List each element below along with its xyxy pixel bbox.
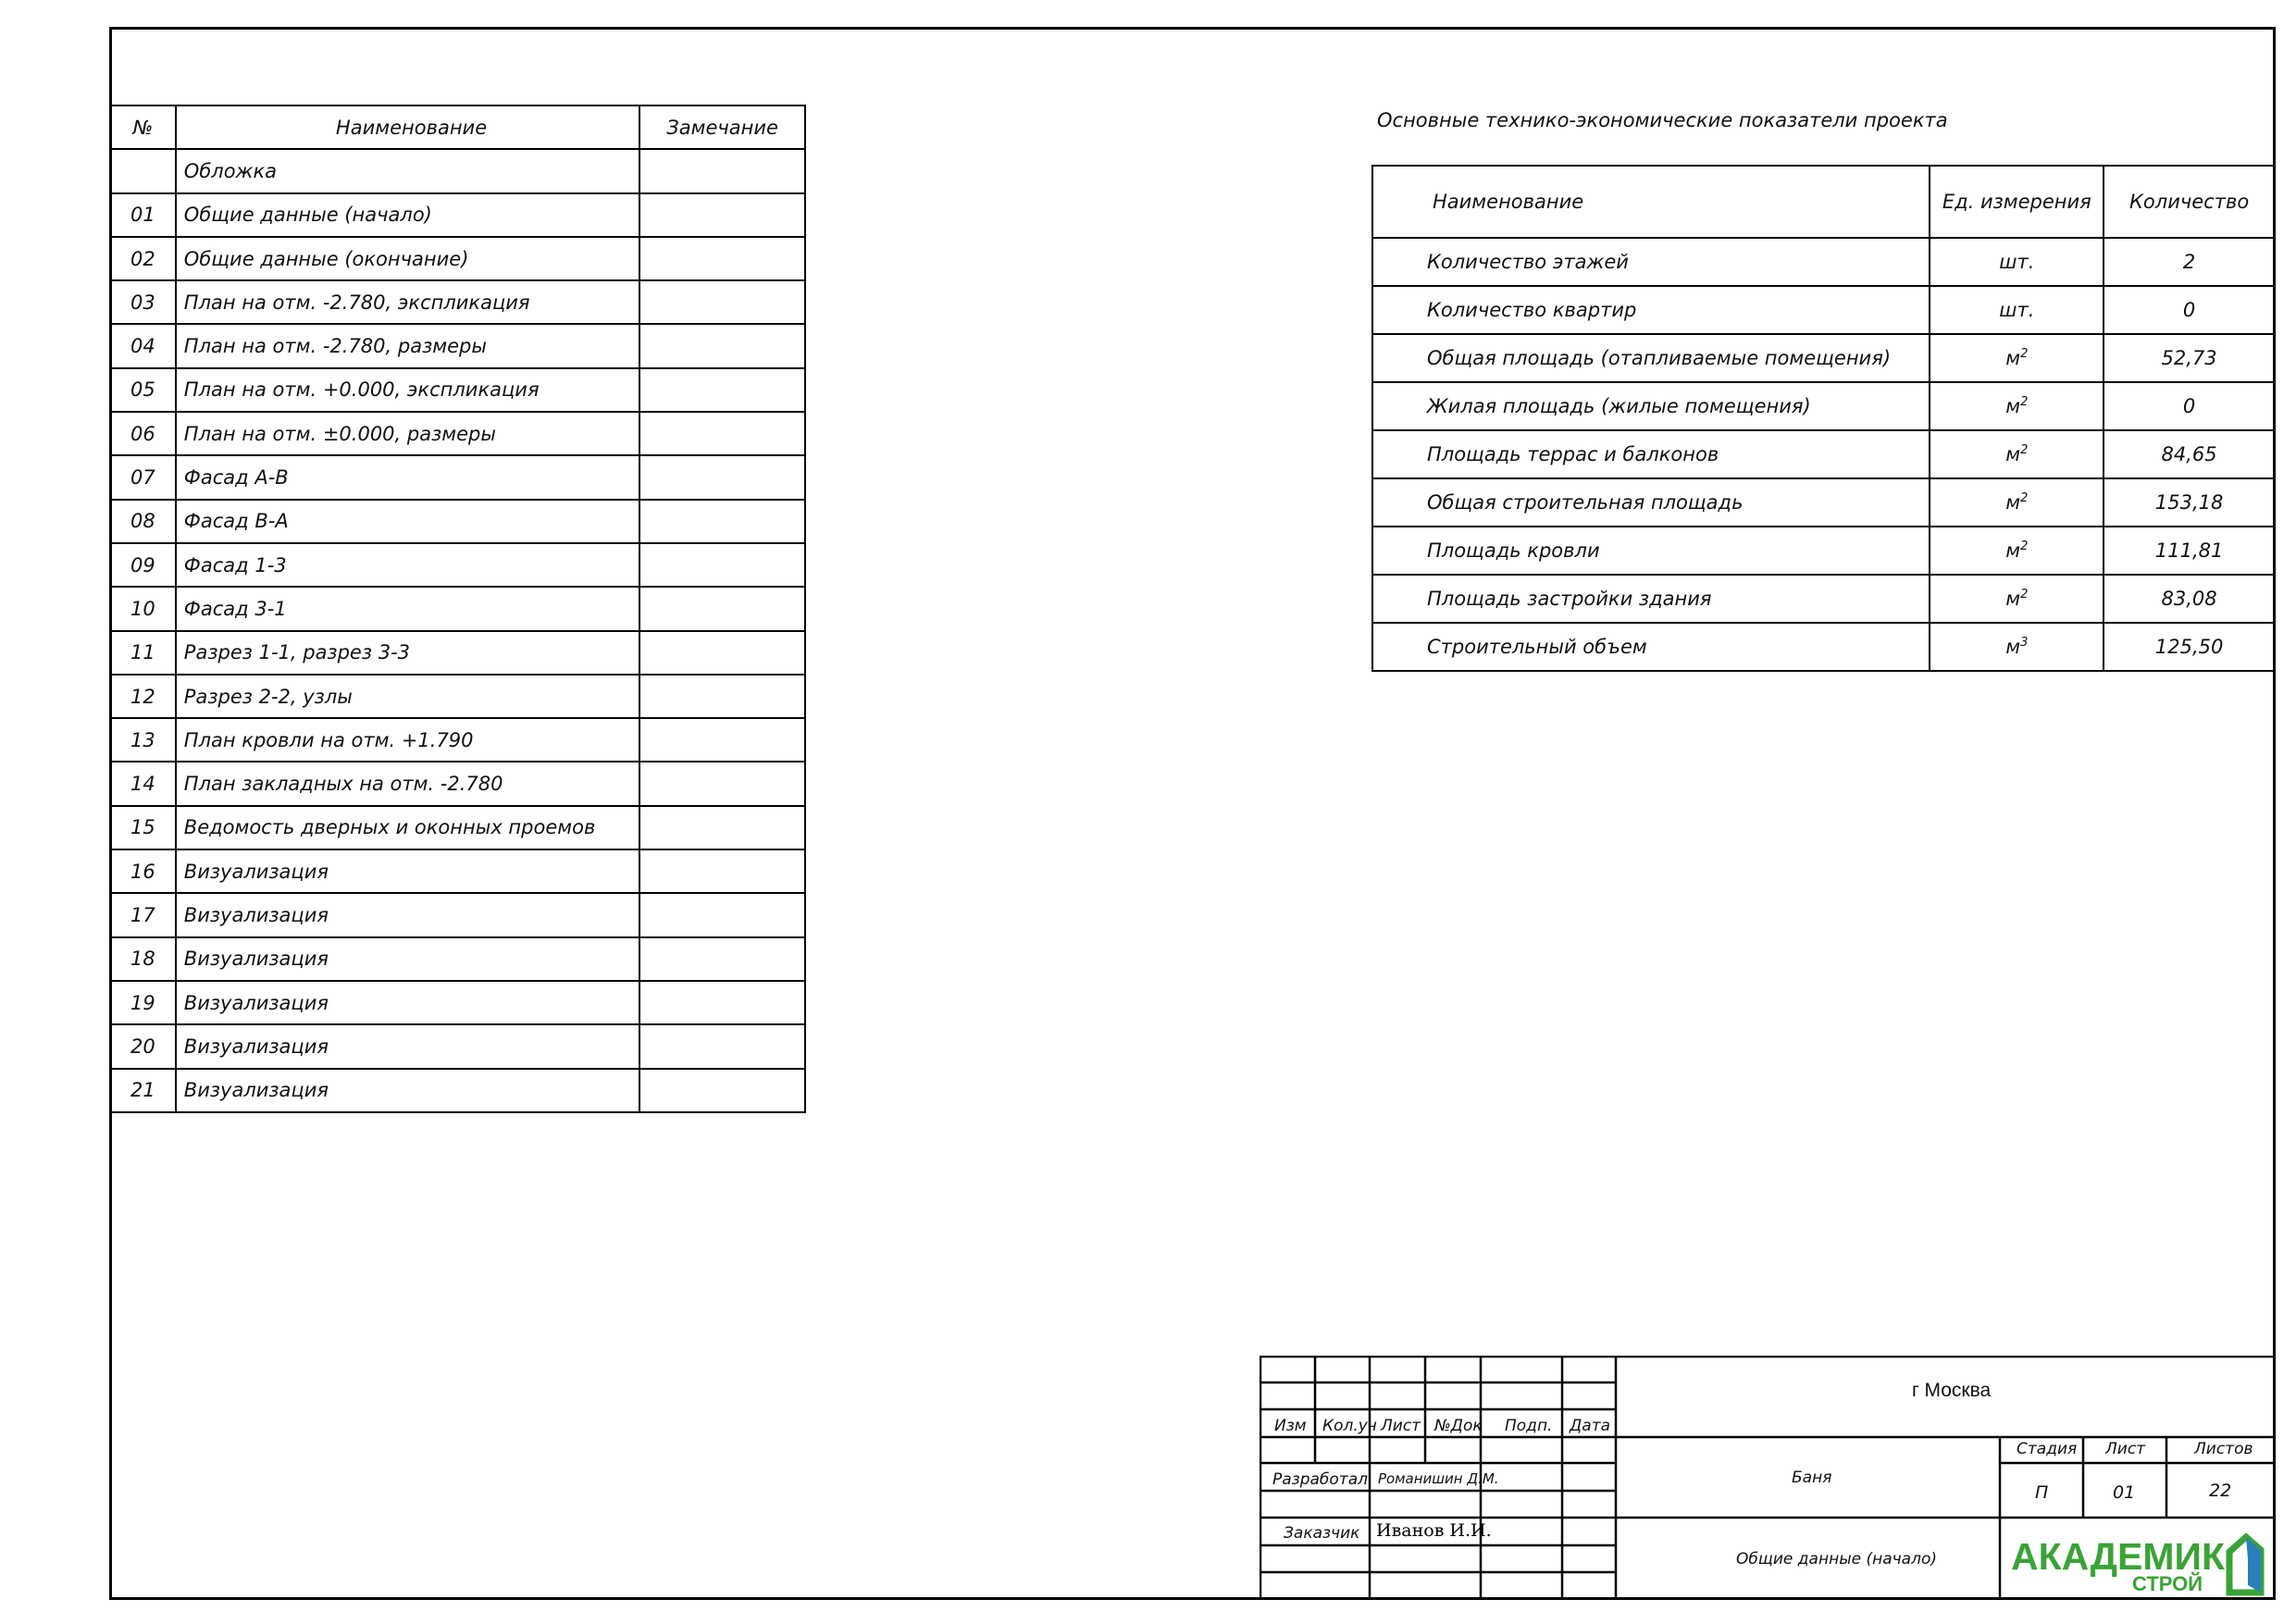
city-label: г Москва	[1912, 1380, 1992, 1401]
tep-unit-text: м	[2005, 395, 2021, 417]
stage-label: Стадия	[2017, 1440, 2078, 1458]
sheet-note	[639, 1024, 805, 1068]
sheet-list-row	[110, 937, 805, 981]
sheet-label: Лист	[2105, 1440, 2146, 1458]
sheet-note	[639, 237, 805, 280]
tep-unit-sup: 2	[2020, 491, 2029, 505]
tep-unit-text: шт.	[1999, 299, 2035, 321]
tep-name: Общая площадь (отапливаемые помещения)	[1372, 334, 1930, 382]
sheet-name: План кровли на отм. +1.790	[176, 718, 639, 762]
sheet-list-row	[110, 762, 805, 805]
sheet-name: План на отм. ±0.000, размеры	[176, 412, 639, 455]
sheet-list-row	[110, 500, 805, 543]
tep-unit-sup: 2	[2020, 539, 2029, 553]
sheet-list-row	[110, 981, 805, 1024]
sheet-value: 01	[2113, 1482, 2136, 1503]
title-block	[1260, 1356, 2276, 1600]
sheet-name: Визуализация	[176, 981, 639, 1024]
tep-unit-sup: 3	[2020, 636, 2029, 650]
col-izm: Изм	[1274, 1417, 1307, 1435]
sheet-name: План на отм. -2.780, экспликация	[176, 280, 639, 324]
sheet-name: Фасад 1-3	[176, 543, 639, 587]
sheet-note	[639, 806, 805, 849]
sheet-name: Визуализация	[176, 1069, 639, 1112]
sheet-name: Разрез 2-2, узлы	[176, 675, 639, 718]
sheet-name: План на отм. -2.780, размеры	[176, 324, 639, 367]
sheet-name: Фасад 3-1	[176, 587, 639, 630]
tep-qty: 2	[2104, 238, 2275, 286]
sheet-list-header-row	[110, 105, 805, 149]
sheet-name: Визуализация	[176, 893, 639, 936]
tep-row	[1372, 334, 2275, 382]
tep-name: Жилая площадь (жилые помещения)	[1372, 382, 1930, 430]
sheet-name: Визуализация	[176, 849, 639, 893]
tep-unit	[1930, 478, 2104, 527]
tep-row	[1372, 430, 2275, 478]
sheet-list-row	[110, 324, 805, 367]
tep-row	[1372, 623, 2275, 671]
sheet-num: 03	[110, 280, 176, 324]
sheet-name: План на отм. +0.000, экспликация	[176, 368, 639, 412]
customer-name: Иванов И.И.	[1376, 1520, 1492, 1541]
sheet-list-row	[110, 806, 805, 849]
sheet-num: 11	[110, 631, 176, 675]
tep-row	[1372, 286, 2275, 334]
sheets-label: Листов	[2194, 1440, 2253, 1458]
sheet-num: 15	[110, 806, 176, 849]
sheet-num: 19	[110, 981, 176, 1024]
col-ndok: №Док	[1434, 1417, 1483, 1435]
sheet-name: Ведомость дверных и оконных проемов	[176, 806, 639, 849]
sheet-list-row	[110, 237, 805, 280]
sheet-list-row	[110, 718, 805, 762]
sheet-list-row	[110, 149, 805, 192]
header-note: Замечание	[639, 105, 805, 149]
tep-qty: 52,73	[2104, 334, 2275, 382]
tep-qty: 83,08	[2104, 575, 2275, 623]
logo-main-text: АКАДЕМИК	[2011, 1535, 2225, 1578]
tep-header-name: Наименование	[1372, 166, 1930, 238]
sheet-num: 17	[110, 893, 176, 936]
sheet-name: Общие данные (начало)	[176, 193, 639, 237]
tep-unit-sup: 2	[2020, 395, 2029, 409]
sheet-title: Общие данные (начало)	[1736, 1550, 1937, 1568]
sheet-num: 07	[110, 455, 176, 499]
sheet-list-row	[110, 193, 805, 237]
sheet-note	[639, 981, 805, 1024]
header-num: №	[110, 105, 176, 149]
sheet-name: Визуализация	[176, 1024, 639, 1068]
sheet-note	[639, 500, 805, 543]
sheet-note	[639, 193, 805, 237]
sheet-num: 14	[110, 762, 176, 805]
sheet-note	[639, 849, 805, 893]
sheet-name: Фасад А-В	[176, 455, 639, 499]
sheet-num: 13	[110, 718, 176, 762]
sheet-num: 09	[110, 543, 176, 587]
sheet-note	[639, 368, 805, 412]
col-kol: Кол.уч	[1322, 1417, 1377, 1435]
sheet-note	[639, 762, 805, 805]
tep-unit-text: м	[2005, 347, 2021, 369]
tep-qty: 84,65	[2104, 430, 2275, 478]
sheet-num: 01	[110, 193, 176, 237]
tep-qty: 153,18	[2104, 478, 2275, 527]
stage-value: П	[2035, 1482, 2049, 1503]
sheet-num: 20	[110, 1024, 176, 1068]
tep-unit	[1930, 286, 2104, 334]
sheet-list-row	[110, 412, 805, 455]
tep-row	[1372, 382, 2275, 430]
tep-header-row	[1372, 166, 2275, 238]
tep-unit-sup: 2	[2020, 347, 2029, 361]
tep-unit-text: шт.	[1999, 251, 2035, 273]
logo-house-icon	[2224, 1531, 2265, 1596]
sheet-list-row	[110, 893, 805, 936]
sheet-num: 10	[110, 587, 176, 630]
sheet-note	[639, 937, 805, 981]
tep-qty: 0	[2104, 286, 2275, 334]
col-podp: Подп.	[1505, 1417, 1553, 1435]
sheet-name: Разрез 1-1, разрез 3-3	[176, 631, 639, 675]
sheet-num: 12	[110, 675, 176, 718]
sheet-num: 04	[110, 324, 176, 367]
sheet-note	[639, 543, 805, 587]
tep-name: Площадь кровли	[1372, 527, 1930, 575]
sheet-list-row	[110, 280, 805, 324]
sheet-note	[639, 718, 805, 762]
tep-row	[1372, 478, 2275, 527]
sheet-note	[639, 324, 805, 367]
tep-row	[1372, 575, 2275, 623]
sheet-num: 05	[110, 368, 176, 412]
sheet-list-row	[110, 1069, 805, 1112]
tep-header-qty: Количество	[2104, 166, 2275, 238]
tep-header-unit: Ед. измерения	[1930, 166, 2104, 238]
tep-name: Количество этажей	[1372, 238, 1930, 286]
sheet-list-row	[110, 455, 805, 499]
tep-name: Строительный объем	[1372, 623, 1930, 671]
tep-name: Количество квартир	[1372, 286, 1930, 334]
sheet-list-row	[110, 587, 805, 630]
tep-unit	[1930, 623, 2104, 671]
object-name: Баня	[1792, 1469, 1832, 1487]
logo-sub-text: СТРОЙ	[2132, 1572, 2203, 1595]
sheet-note	[639, 280, 805, 324]
tep-unit-text: м	[2005, 491, 2021, 514]
sheet-name: Общие данные (окончание)	[176, 237, 639, 280]
sheet-name: Фасад В-А	[176, 500, 639, 543]
sheet-note	[639, 587, 805, 630]
tep-name: Площадь террас и балконов	[1372, 430, 1930, 478]
sheet-list-row	[110, 368, 805, 412]
sheet-num: 18	[110, 937, 176, 981]
sheet-num: 06	[110, 412, 176, 455]
tep-unit	[1930, 382, 2104, 430]
tep-unit-sup: 2	[2020, 443, 2029, 457]
sheet-num: 08	[110, 500, 176, 543]
company-logo	[2011, 1531, 2266, 1596]
sheet-list-row	[110, 543, 805, 587]
developed-name: Романишин Д.М.	[1378, 1470, 1499, 1487]
tep-unit	[1930, 238, 2104, 286]
tep-row	[1372, 238, 2275, 286]
sheet-name: Визуализация	[176, 937, 639, 981]
sheet-list-row	[110, 631, 805, 675]
sheet-note	[639, 149, 805, 192]
sheet-note	[639, 675, 805, 718]
tep-unit-text: м	[2005, 588, 2021, 610]
sheet-num: 02	[110, 237, 176, 280]
tep-unit	[1930, 527, 2104, 575]
sheet-note	[639, 1069, 805, 1112]
tep-name: Общая строительная площадь	[1372, 478, 1930, 527]
sheet-num: 16	[110, 849, 176, 893]
tep-unit	[1930, 334, 2104, 382]
sheet-note	[639, 412, 805, 455]
header-name: Наименование	[176, 105, 639, 149]
developed-label: Разработал	[1272, 1470, 1368, 1489]
tep-title: Основные технико-экономические показатели проекта	[1377, 109, 1948, 131]
tep-name: Площадь застройки здания	[1372, 575, 1930, 623]
sheet-num	[110, 149, 176, 192]
sheet-note	[639, 455, 805, 499]
tep-unit	[1930, 575, 2104, 623]
tep-unit-sup: 2	[2020, 588, 2029, 601]
tep-table	[1371, 165, 2276, 672]
sheet-num: 21	[110, 1069, 176, 1112]
tep-qty: 111,81	[2104, 527, 2275, 575]
sheet-list-row	[110, 849, 805, 893]
tep-unit-text: м	[2005, 636, 2021, 658]
col-list: Лист	[1381, 1417, 1421, 1435]
tep-unit	[1930, 430, 2104, 478]
tep-unit-text: м	[2005, 539, 2021, 562]
customer-label: Заказчик	[1284, 1524, 1360, 1543]
sheet-note	[639, 893, 805, 936]
tep-qty: 0	[2104, 382, 2275, 430]
col-data: Дата	[1570, 1417, 1611, 1435]
sheet-name: Обложка	[176, 149, 639, 192]
sheets-value: 22	[2209, 1481, 2232, 1501]
tep-qty: 125,50	[2104, 623, 2275, 671]
sheet-list-row	[110, 1024, 805, 1068]
tep-row	[1372, 527, 2275, 575]
tep-unit-text: м	[2005, 443, 2021, 465]
sheet-name: План закладных на отм. -2.780	[176, 762, 639, 805]
sheet-list-table	[109, 105, 806, 1113]
sheet-list-row	[110, 675, 805, 718]
sheet-note	[639, 631, 805, 675]
